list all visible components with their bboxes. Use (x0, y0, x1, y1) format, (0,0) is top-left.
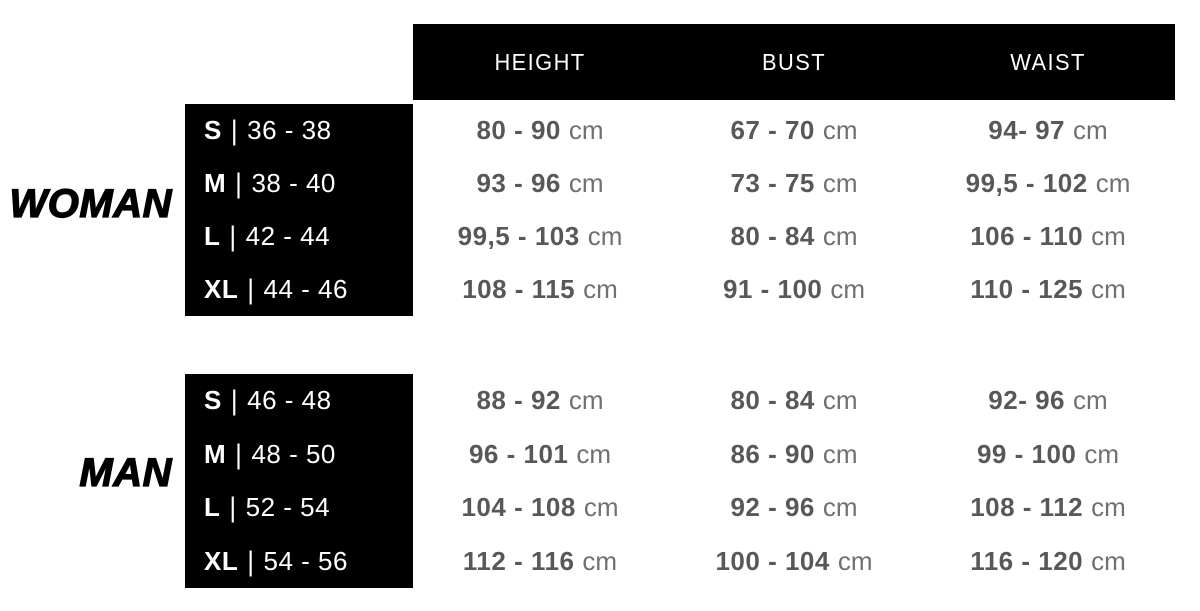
unit-label: cm (576, 438, 612, 469)
size-range: 54 - 56 (263, 545, 348, 576)
waist-cell (921, 104, 1175, 157)
size-separator: | (229, 491, 237, 523)
size-cell (185, 481, 413, 535)
waist-value: 92- 96 (988, 385, 1066, 416)
height-value: 80 - 90 (476, 115, 561, 145)
column-header-height: HEIGHT (494, 48, 586, 75)
unit-label: cm (1073, 385, 1108, 416)
height-cell (413, 374, 667, 428)
height-cell (413, 157, 667, 210)
woman-section (185, 104, 1175, 316)
unit-label: cm (583, 492, 619, 523)
size-range: 46 - 48 (247, 385, 332, 416)
height-cell (413, 263, 667, 316)
size-separator: | (230, 384, 239, 416)
size-cell (185, 374, 413, 428)
unit-label: cm (587, 221, 623, 251)
section-label-man: MAN (79, 450, 172, 495)
waist-cell (921, 374, 1175, 428)
unit-label: cm (568, 168, 604, 198)
unit-label: cm (822, 115, 858, 145)
table-header (413, 24, 1175, 100)
bust-value: 73 - 75 (730, 168, 815, 198)
unit-label: cm (1073, 115, 1108, 145)
unit-label: cm (1095, 168, 1131, 198)
waist-value: 116 - 120 (970, 545, 1084, 576)
height-cell (413, 210, 667, 263)
bust-value: 80 - 84 (730, 221, 815, 251)
size-letter: XL (204, 545, 239, 576)
size-range: 48 - 50 (251, 438, 336, 469)
bust-cell (667, 374, 921, 428)
size-separator: | (229, 220, 237, 252)
bust-value: 86 - 90 (730, 438, 815, 469)
height-cell (413, 428, 667, 482)
height-value: 99,5 - 103 (457, 221, 580, 251)
unit-label: cm (568, 385, 604, 416)
bust-cell (667, 104, 921, 157)
height-value: 96 - 101 (468, 438, 569, 469)
section-label-woman: WOMAN (9, 181, 172, 226)
bust-value: 80 - 84 (730, 385, 815, 416)
waist-cell (921, 535, 1175, 589)
size-cell (185, 428, 413, 482)
waist-value: 108 - 112 (970, 492, 1084, 523)
size-separator: | (235, 437, 243, 470)
size-range: 44 - 46 (263, 274, 348, 304)
waist-cell (921, 428, 1175, 482)
size-letter: M (204, 438, 227, 469)
height-cell (413, 535, 667, 589)
unit-label: cm (822, 385, 858, 416)
waist-value: 106 - 110 (970, 221, 1084, 251)
height-value: 88 - 92 (476, 385, 561, 416)
unit-label: cm (822, 492, 858, 523)
size-cell (185, 104, 413, 157)
column-header-waist: WAIST (1010, 48, 1086, 75)
unit-label: cm (1091, 545, 1126, 576)
height-value: 104 - 108 (461, 492, 576, 523)
waist-cell (921, 481, 1175, 535)
bust-value: 91 - 100 (722, 274, 823, 304)
size-cell (185, 263, 413, 316)
bust-cell (667, 263, 921, 316)
size-separator: | (230, 114, 239, 146)
unit-label: cm (822, 438, 858, 469)
size-cell (185, 535, 413, 589)
unit-label: cm (1091, 492, 1126, 523)
unit-label: cm (830, 274, 866, 304)
size-range: 52 - 54 (245, 492, 331, 523)
size-letter: XL (204, 274, 239, 304)
column-header-bust: BUST (762, 48, 826, 75)
height-value: 112 - 116 (462, 545, 575, 576)
unit-label: cm (822, 168, 858, 198)
bust-value: 100 - 104 (715, 545, 830, 576)
size-letter: S (204, 115, 222, 145)
bust-cell (667, 157, 921, 210)
height-cell (413, 481, 667, 535)
size-range: 36 - 38 (247, 115, 332, 145)
man-section (185, 374, 1175, 588)
unit-label: cm (1084, 438, 1120, 469)
size-cell (185, 210, 413, 263)
size-letter: M (204, 168, 227, 198)
size-separator: | (247, 544, 255, 577)
size-letter: L (204, 221, 221, 251)
height-value: 108 - 115 (462, 274, 576, 304)
waist-value: 94- 97 (988, 115, 1066, 145)
waist-cell (921, 263, 1175, 316)
bust-cell (667, 210, 921, 263)
waist-value: 99,5 - 102 (965, 168, 1088, 198)
unit-label: cm (582, 545, 618, 576)
bust-value: 67 - 70 (730, 115, 815, 145)
unit-label: cm (837, 545, 873, 576)
size-letter: L (204, 492, 221, 523)
unit-label: cm (1091, 274, 1126, 304)
unit-label: cm (583, 274, 618, 304)
size-cell (185, 157, 413, 210)
size-letter: S (204, 385, 222, 416)
waist-value: 110 - 125 (970, 274, 1084, 304)
size-range: 42 - 44 (245, 221, 331, 251)
unit-label: cm (822, 221, 858, 251)
size-range: 38 - 40 (251, 168, 336, 198)
waist-value: 99 - 100 (976, 438, 1077, 469)
size-separator: | (235, 167, 243, 199)
bust-cell (667, 481, 921, 535)
bust-cell (667, 535, 921, 589)
bust-value: 92 - 96 (730, 492, 815, 523)
height-cell (413, 104, 667, 157)
size-separator: | (247, 273, 255, 305)
unit-label: cm (1091, 221, 1126, 251)
bust-cell (667, 428, 921, 482)
height-value: 93 - 96 (476, 168, 561, 198)
waist-cell (921, 157, 1175, 210)
waist-cell (921, 210, 1175, 263)
unit-label: cm (568, 115, 604, 145)
